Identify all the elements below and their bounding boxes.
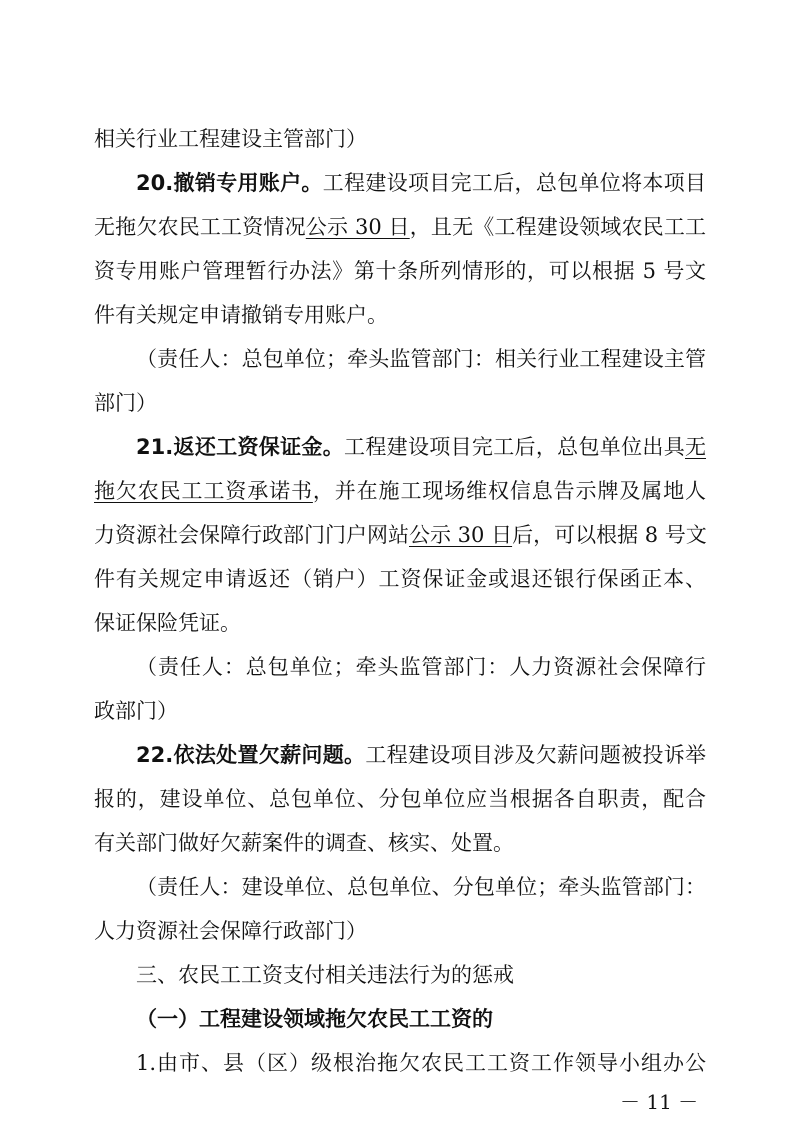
paragraph-21-text: 力资源社会保障行政部门门户网站 [94,523,409,547]
subsection-heading: （一）工程建设领域拖欠农民工工资的 [136,1007,493,1031]
paragraph-21-title: 21.返还工资保证金。 [136,435,345,459]
paragraph-20-responsibility: （责任人：总包单位；牵头监管部门：相关行业工程建设主管 [136,347,706,371]
paragraph-21-responsibility: （责任人：总包单位；牵头监管部门：人力资源社会保障行 [136,655,706,679]
item-1-line: 1.由市、县（区）级根治拖欠农民工工资工作领导小组办公 [136,1051,706,1075]
paragraph-20-line-1 [136,168,706,198]
underlined-text: 公示 30 日 [305,215,410,239]
paragraph-20-line-2 [94,212,706,242]
paragraph-22-line-1 [136,740,706,770]
paragraph-21-line-3 [94,520,706,550]
paragraph-20-text: ，且无《工程建设领域农民工工 [409,215,707,239]
paragraph-20-text: 工程建设项目完工后，总包单位将本项目 [322,171,707,195]
paragraph-22-text: 工程建设项目涉及欠薪问题被投诉举 [365,743,707,767]
paragraph-21-responsibility-cont: 政部门） [94,699,178,723]
paragraph-20-line-4: 件有关规定申请撤销专用账户。 [94,303,388,327]
paragraph-21-text: 工程建设项目完工后，总包单位出具 [344,435,686,459]
paragraph-22-line-3: 有关部门做好欠薪案件的调查、核实、处置。 [94,831,514,855]
underlined-text: 无 [685,435,707,459]
paragraph-22-line-2: 报的，建设单位、总包单位、分包单位应当根据各自职责，配合 [94,787,706,811]
paragraph-21-line-5: 保证保险凭证。 [94,611,241,635]
paragraph-22-title: 22.依法处置欠薪问题。 [136,743,366,767]
paragraph-22-responsibility: （责任人：建设单位、总包单位、分包单位；牵头监管部门： [136,875,706,899]
paragraph-20-responsibility-cont: 部门） [94,391,157,415]
paragraph-20-line-3: 资专用账户管理暂行办法》第十条所列情形的，可以根据 5 号文 [94,259,706,283]
paragraph-20-title: 20.撤销专用账户。 [136,171,323,195]
underlined-text: 公示 30 日 [409,523,513,547]
paragraph-22-responsibility-cont: 人力资源社会保障行政部门） [94,919,367,943]
paragraph-21-text: 后，可以根据 8 号文 [512,523,707,547]
paragraph-21-line-4: 件有关规定申请返还（销户）工资保证金或退还银行保函正本、 [94,567,706,591]
continuation-line: 相关行业工程建设主管部门） [94,127,367,151]
section-heading: 三、农民工工资支付相关违法行为的惩戒 [136,963,514,987]
paragraph-21-line-1 [136,432,706,462]
paragraph-21-line-2 [94,476,706,506]
paragraph-21-text: ，并在施工现场维权信息告示牌及属地人 [312,479,707,503]
page-number: － 11 － [620,1090,699,1114]
paragraph-20-text: 无拖欠农民工工资情况 [94,215,306,239]
underlined-text: 拖欠农民工工资承诺书 [94,479,313,503]
